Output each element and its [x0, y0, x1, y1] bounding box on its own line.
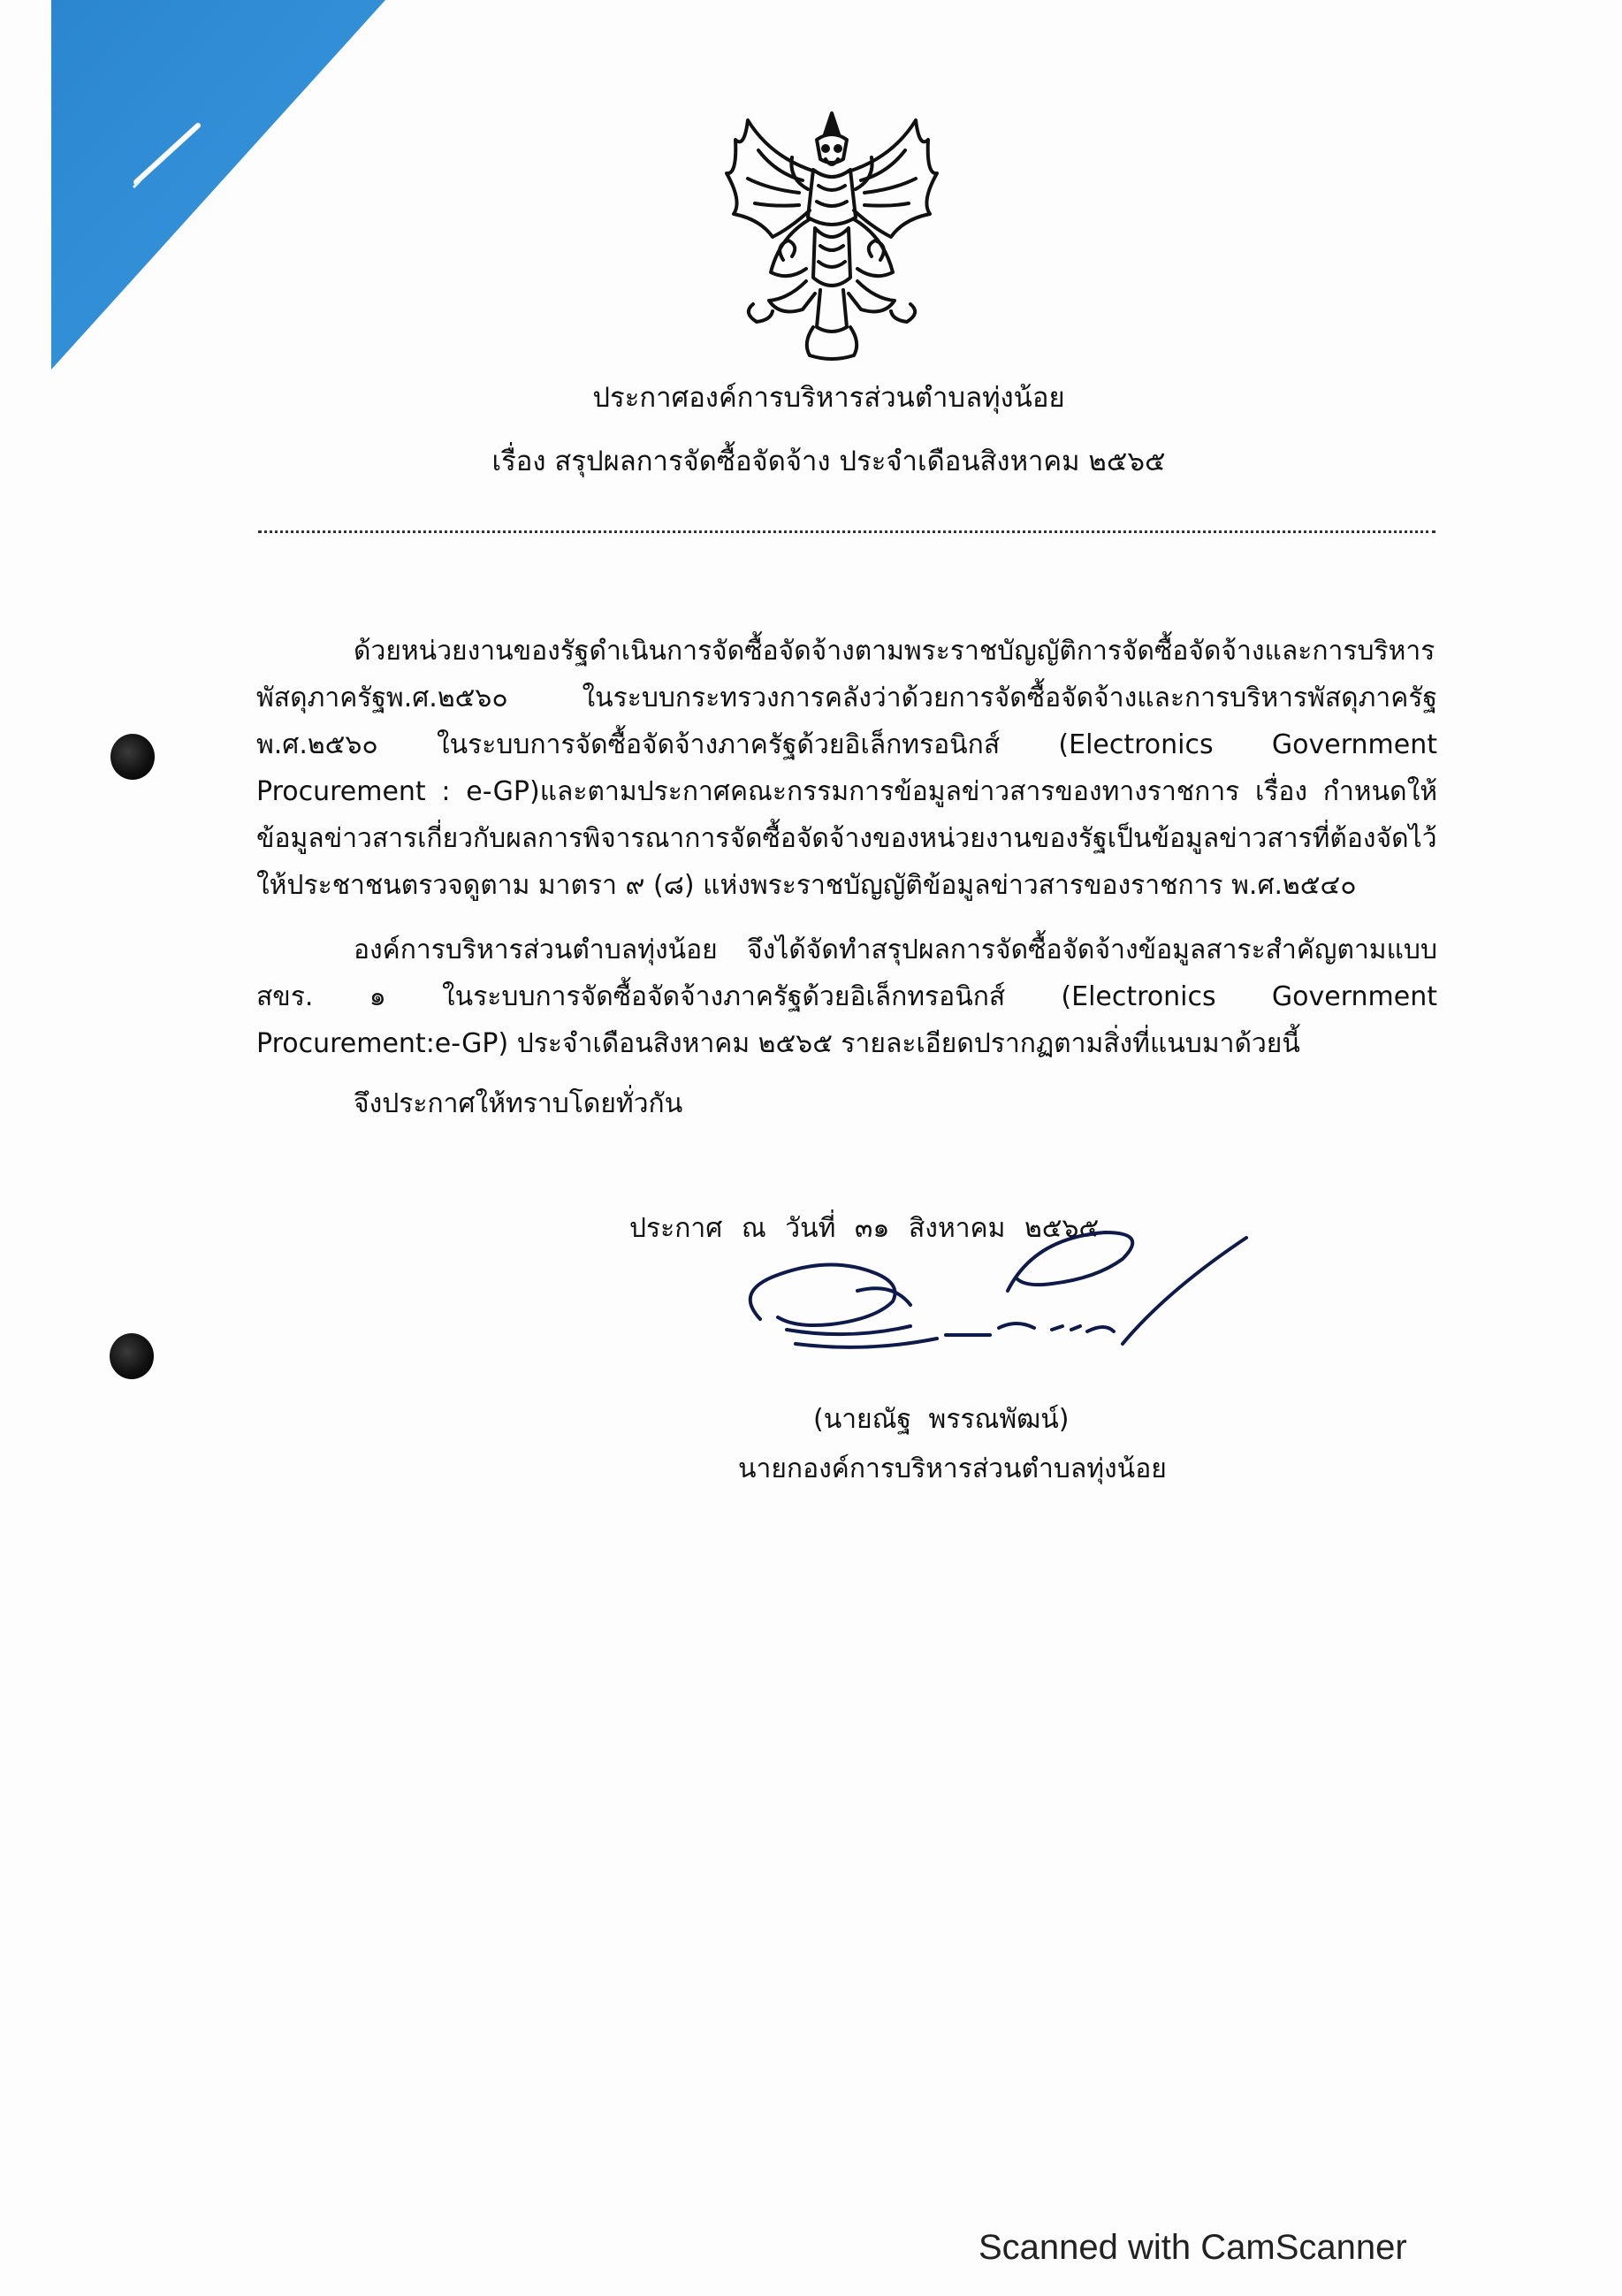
punch-hole [110, 1333, 154, 1379]
punch-hole [110, 734, 155, 780]
blue-corner-tab [51, 0, 387, 371]
announcement-title: ประกาศองค์การบริหารส่วนตำบลทุ่งน้อย [592, 382, 1065, 414]
paragraph-text: องค์การบริหารส่วนตำบลทุ่งน้อย จึงได้จัดทำสรุปผลการจัดซื้อจัดจ้างข้อมูลสาระสำคัญตามแบบ สขร. ๑ ในระบบการจัดซื้อจัดจ้างภาครัฐด้วยอิเล็กทรอนิกส์ (Electronics Government Procurement:e-GP) ประจำเดือนสิงหาคม ๒๕๖๕ รายละเอียดปรากฏตามสิ่งที่แนบมาด้วยนี้ [256, 934, 1437, 1059]
body-paragraph-2 [256, 927, 1437, 1067]
scanner-watermark: Scanned with CamScanner [979, 2228, 1407, 2267]
signer-name: (นายณัฐ พรรณพัฒน์) [813, 1404, 1070, 1435]
garuda-emblem-icon [718, 104, 946, 370]
body-paragraph-1 [256, 628, 1437, 909]
announced-date: ประกาศ ณ วันที่ ๓๑ สิงหาคม ๒๕๖๕ [629, 1213, 1100, 1244]
announcement-subject: เรื่อง สรุปผลการจัดซื้อจัดจ้าง ประจำเดือนสิงหาคม ๒๕๖๕ [491, 446, 1166, 477]
signer-title: นายกองค์การบริหารส่วนตำบลทุ่งน้อย [738, 1453, 1167, 1484]
closing-text: จึงประกาศให้ทราบโดยทั่วกัน [354, 1088, 683, 1119]
handwritten-signature [725, 1220, 1264, 1362]
closing-paragraph [256, 1080, 1437, 1127]
dotted-divider [258, 530, 1435, 533]
paragraph-text: ด้วยหน่วยงานของรัฐดำเนินการจัดซื้อจัดจ้างตามพระราชบัญญัติการจัดซื้อจัดจ้างและการบริหารพัสดุภาครัฐพ.ศ.๒๕๖๐ ในระบบกระทรวงการคลังว่าด้วยการจัดซื้อจัดจ้างและการบริหารพัสดุภาครัฐ พ.ศ.๒๕๖๐ ในระบบการจัดซื้อจัดจ้างภาครัฐด้วยอิเล็กทรอนิกส์ (Electronics Government Procurement : e-GP)และตามประกาศคณะกรรมการข้อมูลข่าวสารของทางราชการ เรื่อง กำหนดให้ข้อมูลข่าวสารเกี่ยวกับผลการพิจารณาการจัดซื้อจัดจ้างของหน่วยงานของรัฐเป็นข้อมูลข่าวสารที่ต้องจัดไว้ให้ประชาชนตรวจดูตาม มาตรา ๙ (๘) แห่งพระราชบัญญัติข้อมูลข่าวสารของราชการ พ.ศ.๒๕๔๐ [256, 636, 1437, 901]
